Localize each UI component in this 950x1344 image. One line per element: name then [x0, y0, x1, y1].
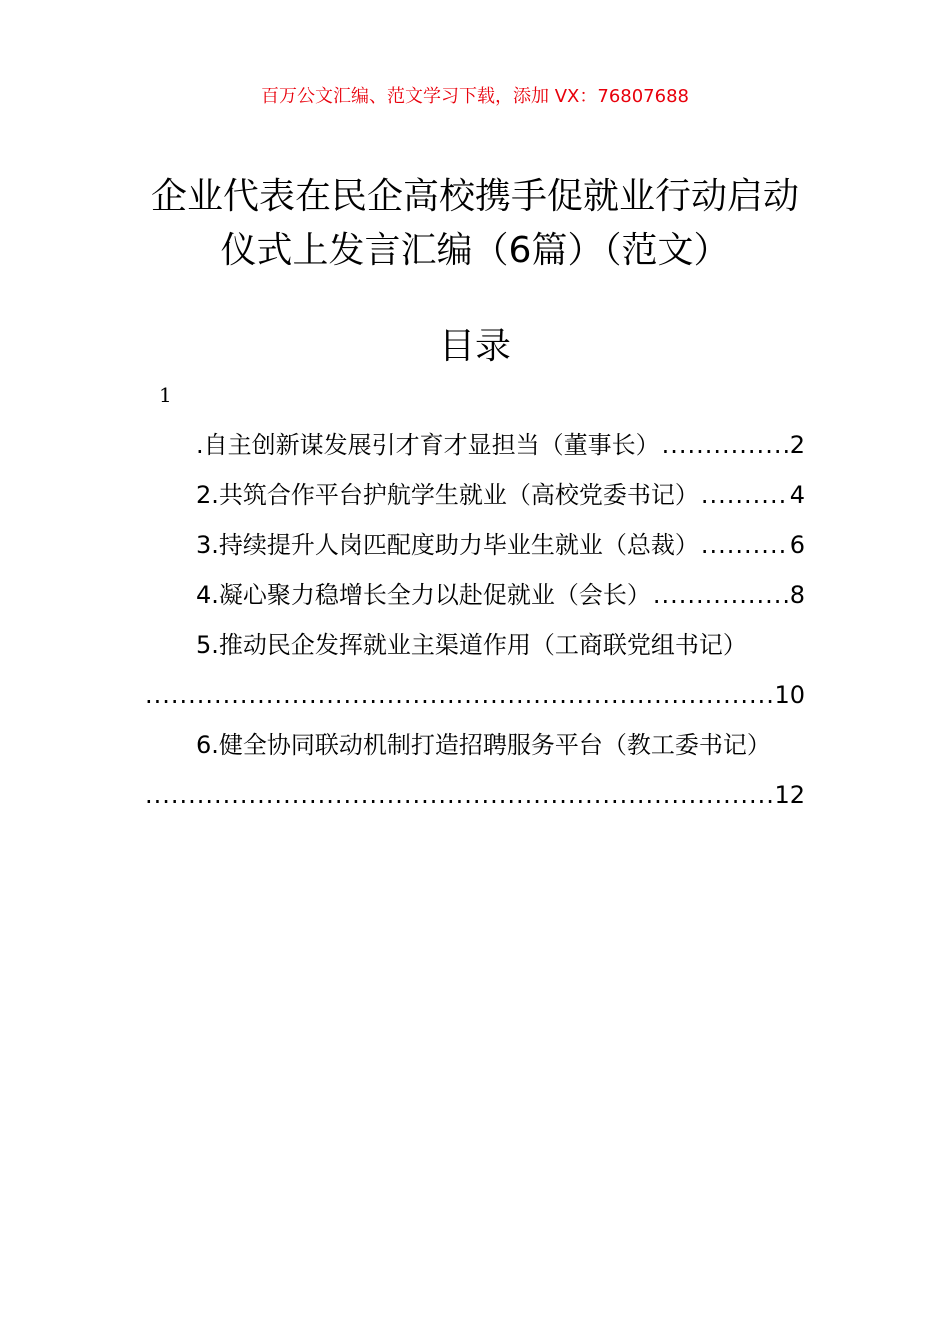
document-title-line-2: 仪式上发言汇编（6篇）（范文） [220, 230, 730, 271]
toc-entry-page: 4 [789, 481, 805, 509]
toc-leader-dots [701, 470, 788, 520]
toc-entry-page: 2 [789, 431, 805, 459]
document-title [145, 170, 805, 278]
toc-entry-title: 3.持续提升人岗匹配度助力毕业生就业（总裁） [196, 531, 699, 559]
toc-entry-page: 6 [789, 531, 805, 559]
toc-entry-5[interactable] [145, 620, 805, 720]
toc-leader-dots [701, 520, 788, 570]
toc-leader-dots [145, 670, 772, 720]
toc-entry-page: 8 [789, 581, 805, 609]
toc-entry-title: 2.共筑合作平台护航学生就业（高校党委书记） [196, 481, 699, 509]
toc-entry-6[interactable] [145, 720, 805, 820]
toc-entry-1[interactable] [145, 420, 805, 470]
toc-entry-2[interactable] [145, 470, 805, 520]
toc-entry-page: 12 [774, 781, 805, 809]
document-title-line-1: 企业代表在民企高校携手促就业行动启动 [150, 176, 799, 217]
toc-entry-title: 6.健全协同联动机制打造招聘服务平台（教工委书记） [196, 731, 771, 759]
toc-entry-3[interactable] [145, 520, 805, 570]
toc-entry-title: 5.推动民企发挥就业主渠道作用（工商联党组书记） [196, 631, 747, 659]
page-marker: 1 [159, 383, 172, 407]
toc-entry-title: 4.凝心聚力稳增长全力以赴促就业（会长） [196, 581, 651, 609]
toc-entry-title: .自主创新谋发展引才育才显担当（董事长） [196, 431, 660, 459]
toc-heading: 目录 [438, 326, 511, 367]
toc-leader-dots [145, 770, 772, 820]
toc-leader-dots [653, 570, 788, 620]
toc-entry-4[interactable] [145, 570, 805, 620]
toc-entry-page: 10 [774, 681, 805, 709]
table-of-contents [145, 420, 805, 820]
header-promo-note: 百万公文汇编、范文学习下载，添加 VX：76807688 [261, 86, 689, 107]
toc-leader-dots [662, 420, 788, 470]
